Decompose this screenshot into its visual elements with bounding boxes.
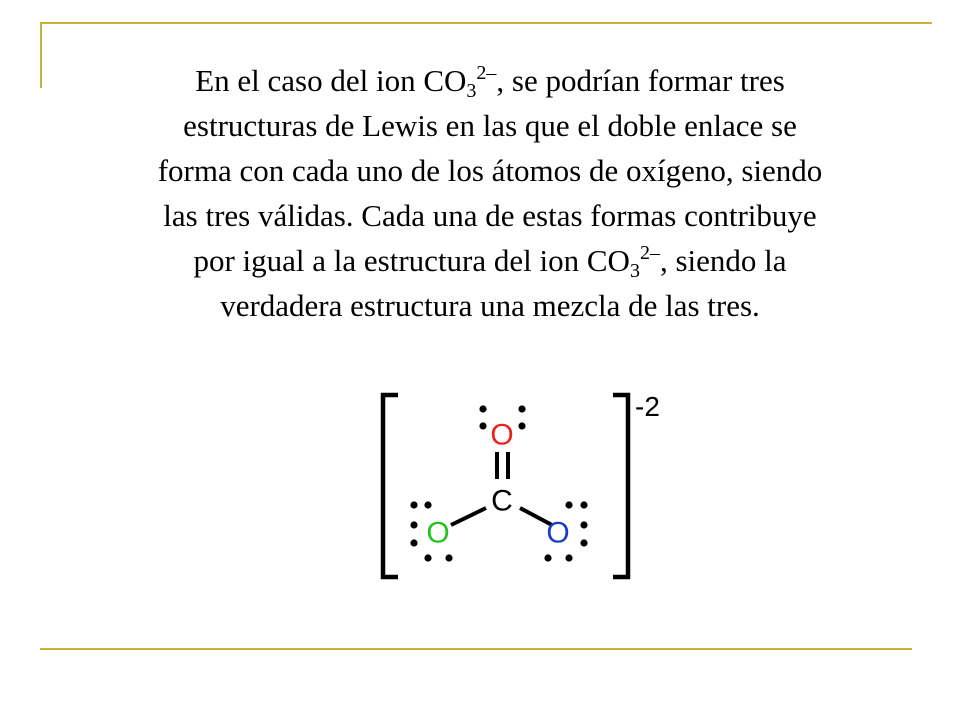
superscript-text: 2– — [639, 242, 660, 264]
text-line — [90, 148, 890, 193]
right-oxygen-atom: O — [546, 516, 570, 550]
text-line — [90, 58, 890, 103]
single-bond-left — [451, 508, 486, 525]
lewis-structure-diagram — [370, 380, 680, 585]
ion-charge: -2 — [635, 391, 660, 422]
bottom-accent-rule — [40, 648, 912, 650]
text-segment: , siendo la — [659, 243, 787, 278]
text-line — [90, 238, 890, 283]
left-oxygen-atom: O — [426, 516, 450, 550]
subscript-text: 3 — [629, 260, 640, 282]
carbonate-lewis-structure — [370, 380, 680, 585]
left-bracket — [383, 395, 398, 577]
text-segment: En el caso del ion CO — [195, 63, 467, 98]
top-accent-rule — [40, 22, 932, 24]
text-segment: estructuras de Lewis en las que el doble enlace se — [183, 108, 797, 143]
text-segment: por igual a la estructura del ion CO — [193, 243, 630, 278]
text-segment: forma con cada uno de los átomos de oxígeno, siendo — [157, 153, 823, 188]
text-line — [90, 193, 890, 238]
right-bracket — [613, 395, 628, 577]
left-accent-rule — [40, 22, 42, 88]
text-segment: , se podrían formar tres — [496, 63, 785, 98]
text-segment: las tres válidas. Cada una de estas formas contribuye — [163, 198, 817, 233]
superscript-text: 2– — [476, 62, 497, 84]
carbon-atom: C — [491, 484, 513, 518]
text-segment: verdadera estructura una mezcla de las tres. — [220, 288, 760, 323]
slide-body-text — [90, 58, 890, 328]
top-oxygen-atom: O — [490, 418, 514, 452]
text-line — [90, 103, 890, 148]
text-line — [90, 283, 890, 328]
subscript-text: 3 — [466, 80, 477, 102]
